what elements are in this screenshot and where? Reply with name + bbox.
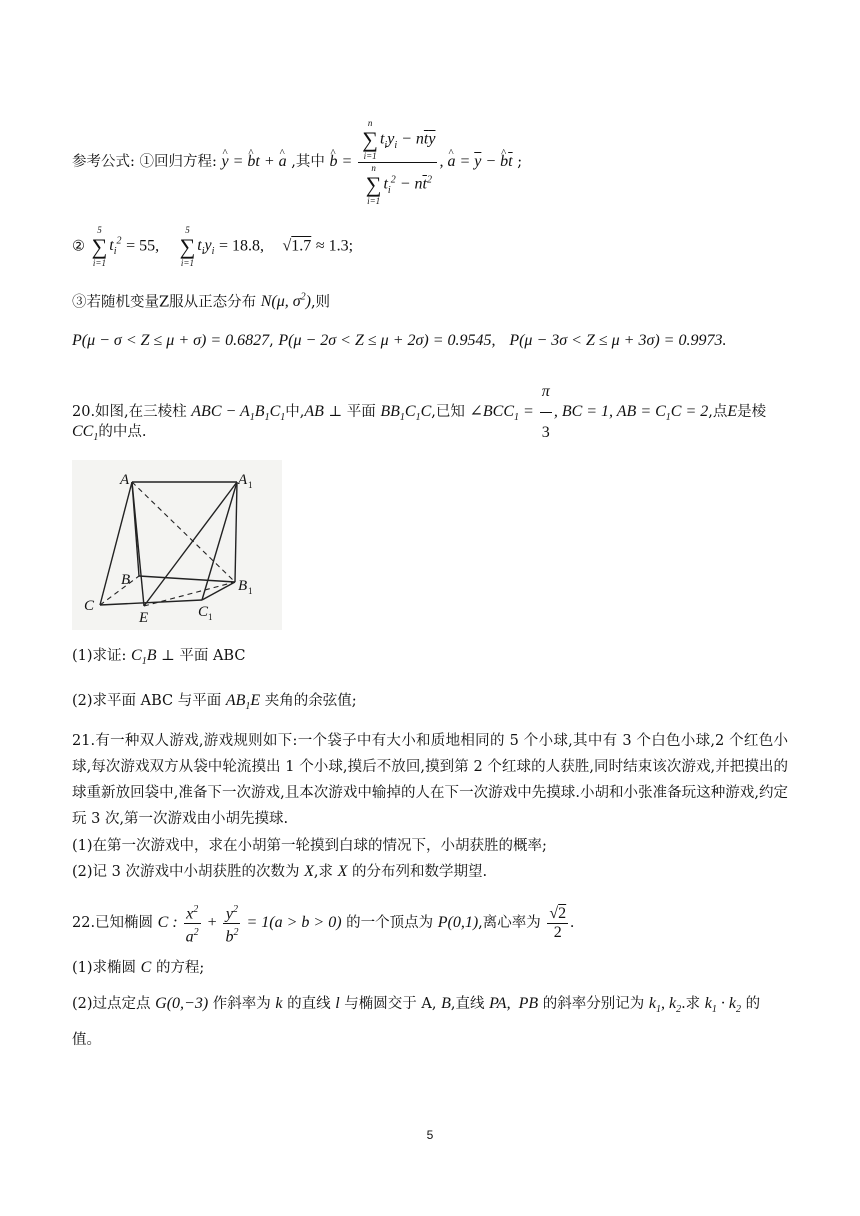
q20-sub2 [72, 691, 357, 717]
q20-sub1-text-a: (1)求证: [72, 648, 127, 664]
product-k1k2: $k_1 \cdot k_2$ [704, 995, 741, 1016]
q22-sub2-text-b: 作斜率为 [212, 996, 271, 1012]
point-b: B [441, 995, 451, 1012]
q22-sub1-text-b: 的方程; [155, 960, 205, 976]
probability-line: P(μ − σ < Z ≤ μ + σ) = 0.6827, P(μ − 2σ < Z ≤ μ + 2σ) = 0.9545, P(μ − 3σ < Z ≤ μ + 3σ) = 0.9973. [72, 332, 727, 349]
point-p: P(0,1) [437, 914, 479, 931]
q20-line-2 [72, 422, 146, 448]
prob-2: P(μ − 2σ < Z ≤ μ + 2σ) = 0.9545, [278, 332, 496, 349]
ref-label: 参考公式: ①回归方程: [72, 154, 217, 171]
label-b1: B [238, 578, 248, 594]
q22-sub2-text-i: 值。 [72, 1032, 101, 1048]
seg-c1b: $C_1B$ [131, 647, 157, 668]
prism-figure [72, 460, 282, 630]
label-a: A [120, 472, 130, 488]
q22-sub2-end [72, 1030, 101, 1050]
prob-3: P(μ − 3σ < Z ≤ μ + 3σ) = 0.9973. [509, 332, 727, 349]
q20-sub1 [72, 646, 245, 672]
sum-t-squared-value: = 55, [126, 237, 160, 255]
normal-notation: N(μ, $\sigma^2$) [260, 292, 311, 311]
q21-paragraph [72, 728, 788, 832]
q20-text-2: 中, [285, 404, 305, 421]
prob-1: P(μ − σ < Z ≤ μ + σ) = 0.6827 [72, 332, 270, 349]
label-c1: C [198, 604, 209, 620]
eccentricity-value: $\frac{√2}{2}$ . [549, 904, 575, 941]
var-x-2: X [337, 863, 348, 880]
normal-text-2: ,则 [310, 294, 331, 311]
ellipse-c: C [140, 959, 152, 976]
q21-text: 21.有一种双人游戏,游戏规则如下:一个袋子中有大小和质地相同的 5 个小球,其中有 3 个白色小球,2 个红色小球,每次游戏双方从袋中轮流摸出 1 个小球,摸后不放回,摸到第 2 个红球的人获胜,同时结束该次游戏,并把摸出的球重新放回袋中,准备下一次游戏,且本次游戏中输掉的人在下一次游戏中先摸球.小胡和小张准备玩这种游戏,约定玩 3 次,第一次游戏由小胡先摸球. [72, 733, 788, 827]
q22-sub2-text-f: 的斜率分别记为 [542, 996, 645, 1012]
q20-text-5: ,点 [708, 404, 728, 421]
q21-sub1 [72, 836, 547, 856]
q21-sub2-text-c: 的分布列和数学期望. [351, 864, 488, 880]
ref-formula-line [72, 118, 523, 206]
var-x-1: X [304, 863, 314, 880]
q20-sub1-text-b: ⊥ 平面 ABC [161, 648, 246, 664]
q22-sub2-text-a: (2)过点定点 [72, 996, 151, 1012]
label-a1-sub: 1 [248, 480, 253, 490]
q22-sub2-text-e: ,直线 [450, 996, 485, 1012]
circle-two: ② [72, 238, 85, 255]
q20-text-7: 的中点. [98, 424, 147, 440]
seg-ab: AB [304, 403, 324, 421]
q20-sub2-text-a: (2)求平面 ABC 与平面 [72, 693, 222, 709]
sum-t-squared: 5 ∑ i=1 $t_i^2$ [91, 224, 122, 268]
lines-pa-pb: PA, PB [489, 995, 539, 1012]
page-number: 5 [426, 1128, 434, 1142]
q22-sub2-text-d: 与椭圆交于 A, [344, 996, 437, 1012]
q22-sub2-text-c: 的直线 [287, 996, 331, 1012]
q22-sub1 [72, 958, 204, 978]
plane-ab1e: $AB_1E$ [225, 692, 261, 713]
q21-sub2-text-a: (2)记 3 次游戏中小胡获胜的次数为 [72, 864, 300, 880]
sum-ty-value: = 18.8, [219, 237, 265, 255]
q22-line-1 [72, 898, 574, 948]
b-hat-formula: ^ b = n ∑ i=1 $t_iy_i - n\overline{t}\overline{y}$ n ∑ i=1 $t_i^2 - n\overline{t}^2$ , ^ $a = \overline{y}$ − ^ $b\overline{t}$ [329, 153, 512, 170]
edge-cc1: $CC_1$ [72, 423, 99, 444]
sum-ty: 5 ∑ i=1 $t_iy_i$ [179, 224, 215, 268]
normal-text-1: ③若随机变量Z服从正态分布 [72, 294, 257, 311]
q21-sub2-text-b: ,求 [313, 864, 333, 880]
label-b1-sub: 1 [248, 586, 253, 596]
slopes-k1-k2: $k_1$, $k_2$ [648, 995, 682, 1016]
q20-text-4: ,已知 [431, 404, 465, 421]
q20-sub2-text-b: 夹角的余弦值; [264, 693, 357, 709]
prism-name: ABC − $A_1B_1C_1$ [191, 403, 286, 424]
q21-sub2 [72, 862, 487, 882]
q22-text-3: ,离心率为 [478, 915, 541, 931]
normal-dist-line [72, 288, 330, 312]
sqrt-value: √1.7 [282, 237, 312, 255]
angle-condition: $\angle BCC_1$ = $\frac{\pi}{3}$ , BC = 1, AB = $C_1C = 2$ [469, 403, 708, 420]
ref-where: ,其中 [291, 154, 325, 171]
q22-sub2-text-g: .求 [681, 996, 701, 1012]
q22-text-1: 22.已知椭圆 [72, 915, 154, 931]
plane-bb1c1c: $BB_1C_1C$ [380, 403, 432, 424]
point-e: E [727, 403, 738, 421]
label-c: C [84, 598, 95, 614]
ellipse-equation: C : $\frac{x^2}{a^2}$ + $\frac{y^2}{b^2}$ = 1(a > b > 0) [158, 914, 342, 931]
q22-sub1-text-a: (1)求椭圆 [72, 960, 137, 976]
label-e: E [139, 610, 149, 626]
label-b: B [121, 572, 131, 588]
regression-equation: ^ y = ^ bt + ^ a [222, 153, 287, 170]
q22-sub2-text-h: 的 [745, 996, 761, 1012]
sqrt-approx: ≈ 1.3; [315, 237, 354, 255]
q21-sub1-text: (1)在第一次游戏中，求在小胡第一轮摸到白球的情况下，小胡获胜的概率; [72, 838, 547, 854]
q20-text-6: 是棱 [737, 404, 767, 421]
label-a1: A [238, 472, 248, 488]
q20-text-1: 20.如图,在三棱柱 [72, 404, 187, 421]
slope-k: k [275, 995, 283, 1012]
point-g: G(0,−3) [155, 995, 209, 1012]
line-l: l [335, 995, 340, 1012]
q20-text-3: ⊥ 平面 [328, 404, 376, 421]
ref-sep: ; [517, 154, 523, 171]
sum-values-line [72, 218, 353, 266]
q22-sub2 [72, 994, 760, 1020]
q22-text-2: 的一个顶点为 [346, 915, 434, 931]
label-c1-sub: 1 [208, 612, 213, 622]
